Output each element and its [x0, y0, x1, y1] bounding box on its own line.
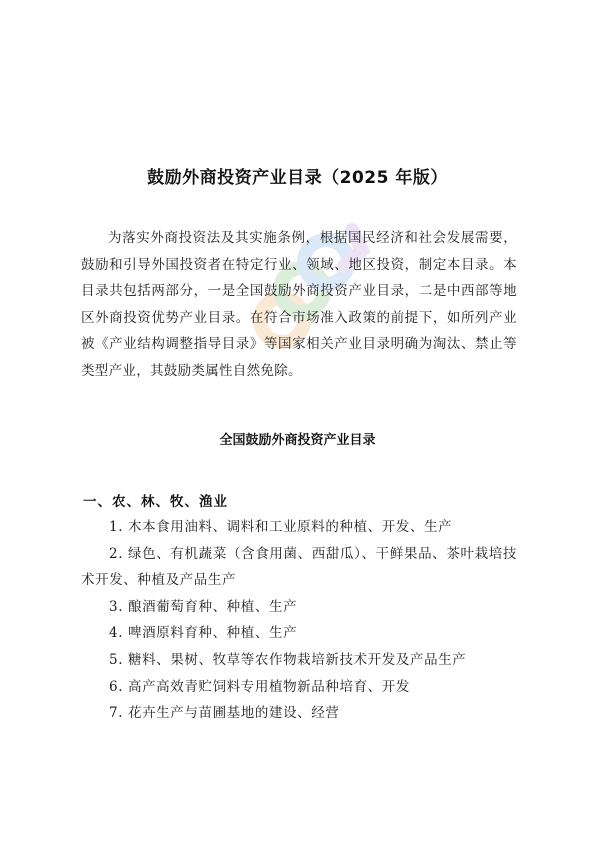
list-item: 6. 高产高效青贮饲料专用植物新品种培育、开发 — [109, 678, 410, 695]
document-title: 鼓励外商投资产业目录（2025 年版） — [147, 168, 448, 188]
list-item: 7. 花卉生产与苗圃基地的建设、经营 — [109, 705, 340, 722]
category-heading: 一、农、林、牧、渔业 — [83, 494, 228, 510]
list-item: 3. 酿酒葡萄育种、种植、生产 — [109, 598, 298, 615]
list-item: 5. 糖料、果树、牧草等农作物栽培新技术开发及产品生产 — [109, 651, 467, 668]
industry-item-list — [81, 514, 517, 727]
list-item: 4. 啤酒原料育种、种植、生产 — [109, 625, 298, 642]
list-item: 1. 木本食用油料、调料和工业原料的种植、开发、生产 — [109, 519, 453, 535]
list-item: 2. 绿色、有机蔬菜（含食用菌、西甜瓜）、干鲜果品、茶叶栽培技术开发、种植及产品生产 — [81, 545, 517, 589]
intro-paragraph: 为落实外商投资法及其实施条例，根据国民经济和社会发展需要，鼓励和引导外国投资者在特定行业、领域、地区投资，制定本目录。本目录共包括两部分，一是全国鼓励外商投资产业目录，二是中西部等地区外商投资优势产业目录。在符合市场准入政策的前提下，如所列产业被《产业结构调整指导目录》等国家相关产业目录明确为淘汰、禁止等类型产业，其鼓励类属性自然免除。 — [81, 230, 517, 379]
section-title: 全国鼓励外商投资产业目录 — [219, 433, 376, 448]
